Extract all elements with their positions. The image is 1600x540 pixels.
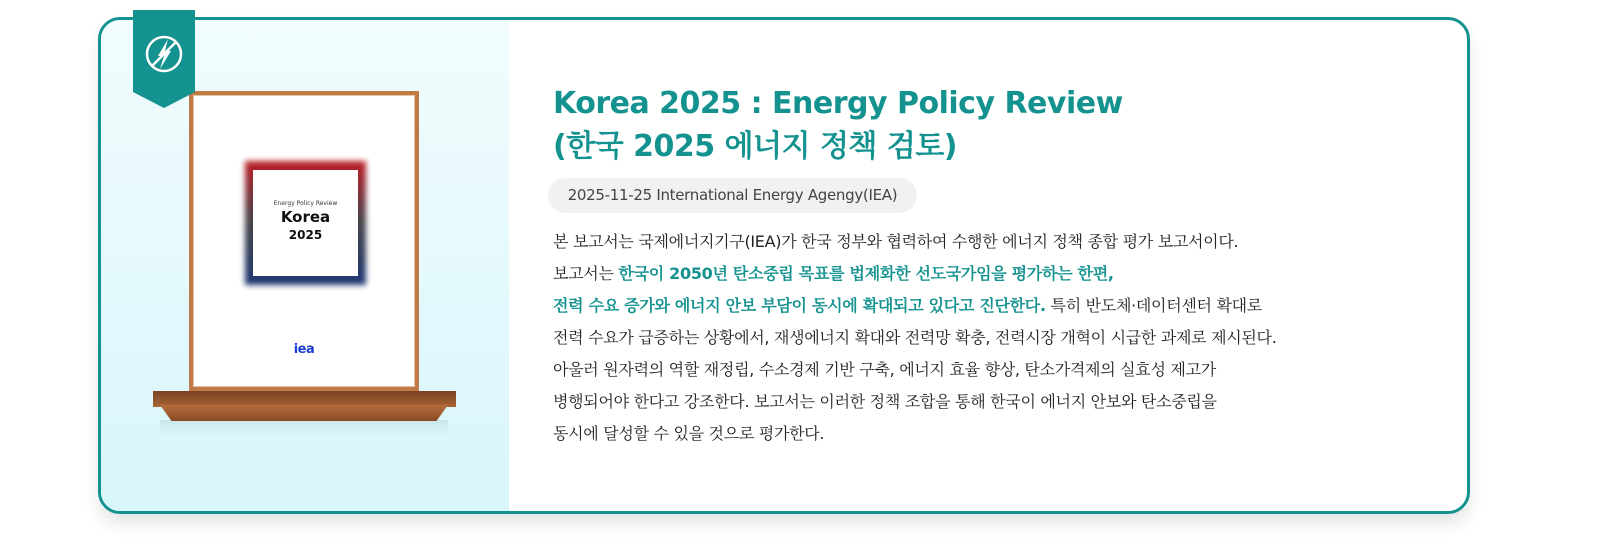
desc-line-6: 병행되어야 한다고 강조한다. 보고서는 이러한 정책 조합을 통해 한국이 에너지 안보와 탄소중립을 — [553, 392, 1217, 411]
desc-line-3 — [553, 290, 1373, 322]
date-publisher-badge: 2025-11-25 International Energy Agengy(IEA) — [548, 178, 917, 213]
iea-logo: iea — [293, 342, 315, 357]
cover-year: 2025 — [288, 228, 323, 242]
report-title-en: Korea 2025 : Energy Policy Review — [553, 86, 1123, 121]
cover-kicker: Energy Policy Review — [273, 200, 338, 207]
desc-line-2-lead: 보고서는 — [553, 264, 619, 283]
frame-stand-top — [153, 391, 456, 407]
cover-title: Korea — [280, 208, 331, 226]
report-title-ko: (한국 2025 에너지 정책 검토) — [553, 129, 958, 164]
lightning-bolt-icon — [133, 10, 195, 108]
report-cover-frame — [189, 91, 419, 391]
report-description — [553, 226, 1373, 450]
desc-highlight-1: 한국이 2050년 탄소중립 목표를 법제화한 선도국가임을 평가하는 한편, — [618, 264, 1114, 283]
frame-stand-base — [160, 405, 448, 421]
desc-line-1: 본 보고서는 국제에너지기구(IEA)가 한국 정부와 협력하여 수행한 에너지 정책 종합 평가 보고서이다. — [553, 232, 1239, 251]
desc-line-3-tail: 특히 반도체·데이터센터 확대로 — [1045, 296, 1262, 315]
report-title — [553, 82, 1123, 168]
desc-line-4: 전력 수요가 급증하는 상황에서, 재생에너지 확대와 전력망 확충, 전력시장 개혁이 시급한 과제로 제시된다. — [553, 328, 1277, 347]
frame-stand-shadow — [160, 420, 448, 436]
desc-highlight-2: 전력 수요 증가와 에너지 안보 부담이 동시에 확대되고 있다고 진단한다. — [553, 296, 1046, 315]
report-cover — [253, 170, 358, 276]
desc-line-5: 아울러 원자력의 역할 재정립, 수소경제 기반 구축, 에너지 효율 향상, 탄소가격제의 실효성 제고가 — [553, 360, 1216, 379]
desc-line-2 — [553, 258, 1373, 290]
desc-line-7: 동시에 달성할 수 있을 것으로 평가한다. — [553, 424, 825, 443]
